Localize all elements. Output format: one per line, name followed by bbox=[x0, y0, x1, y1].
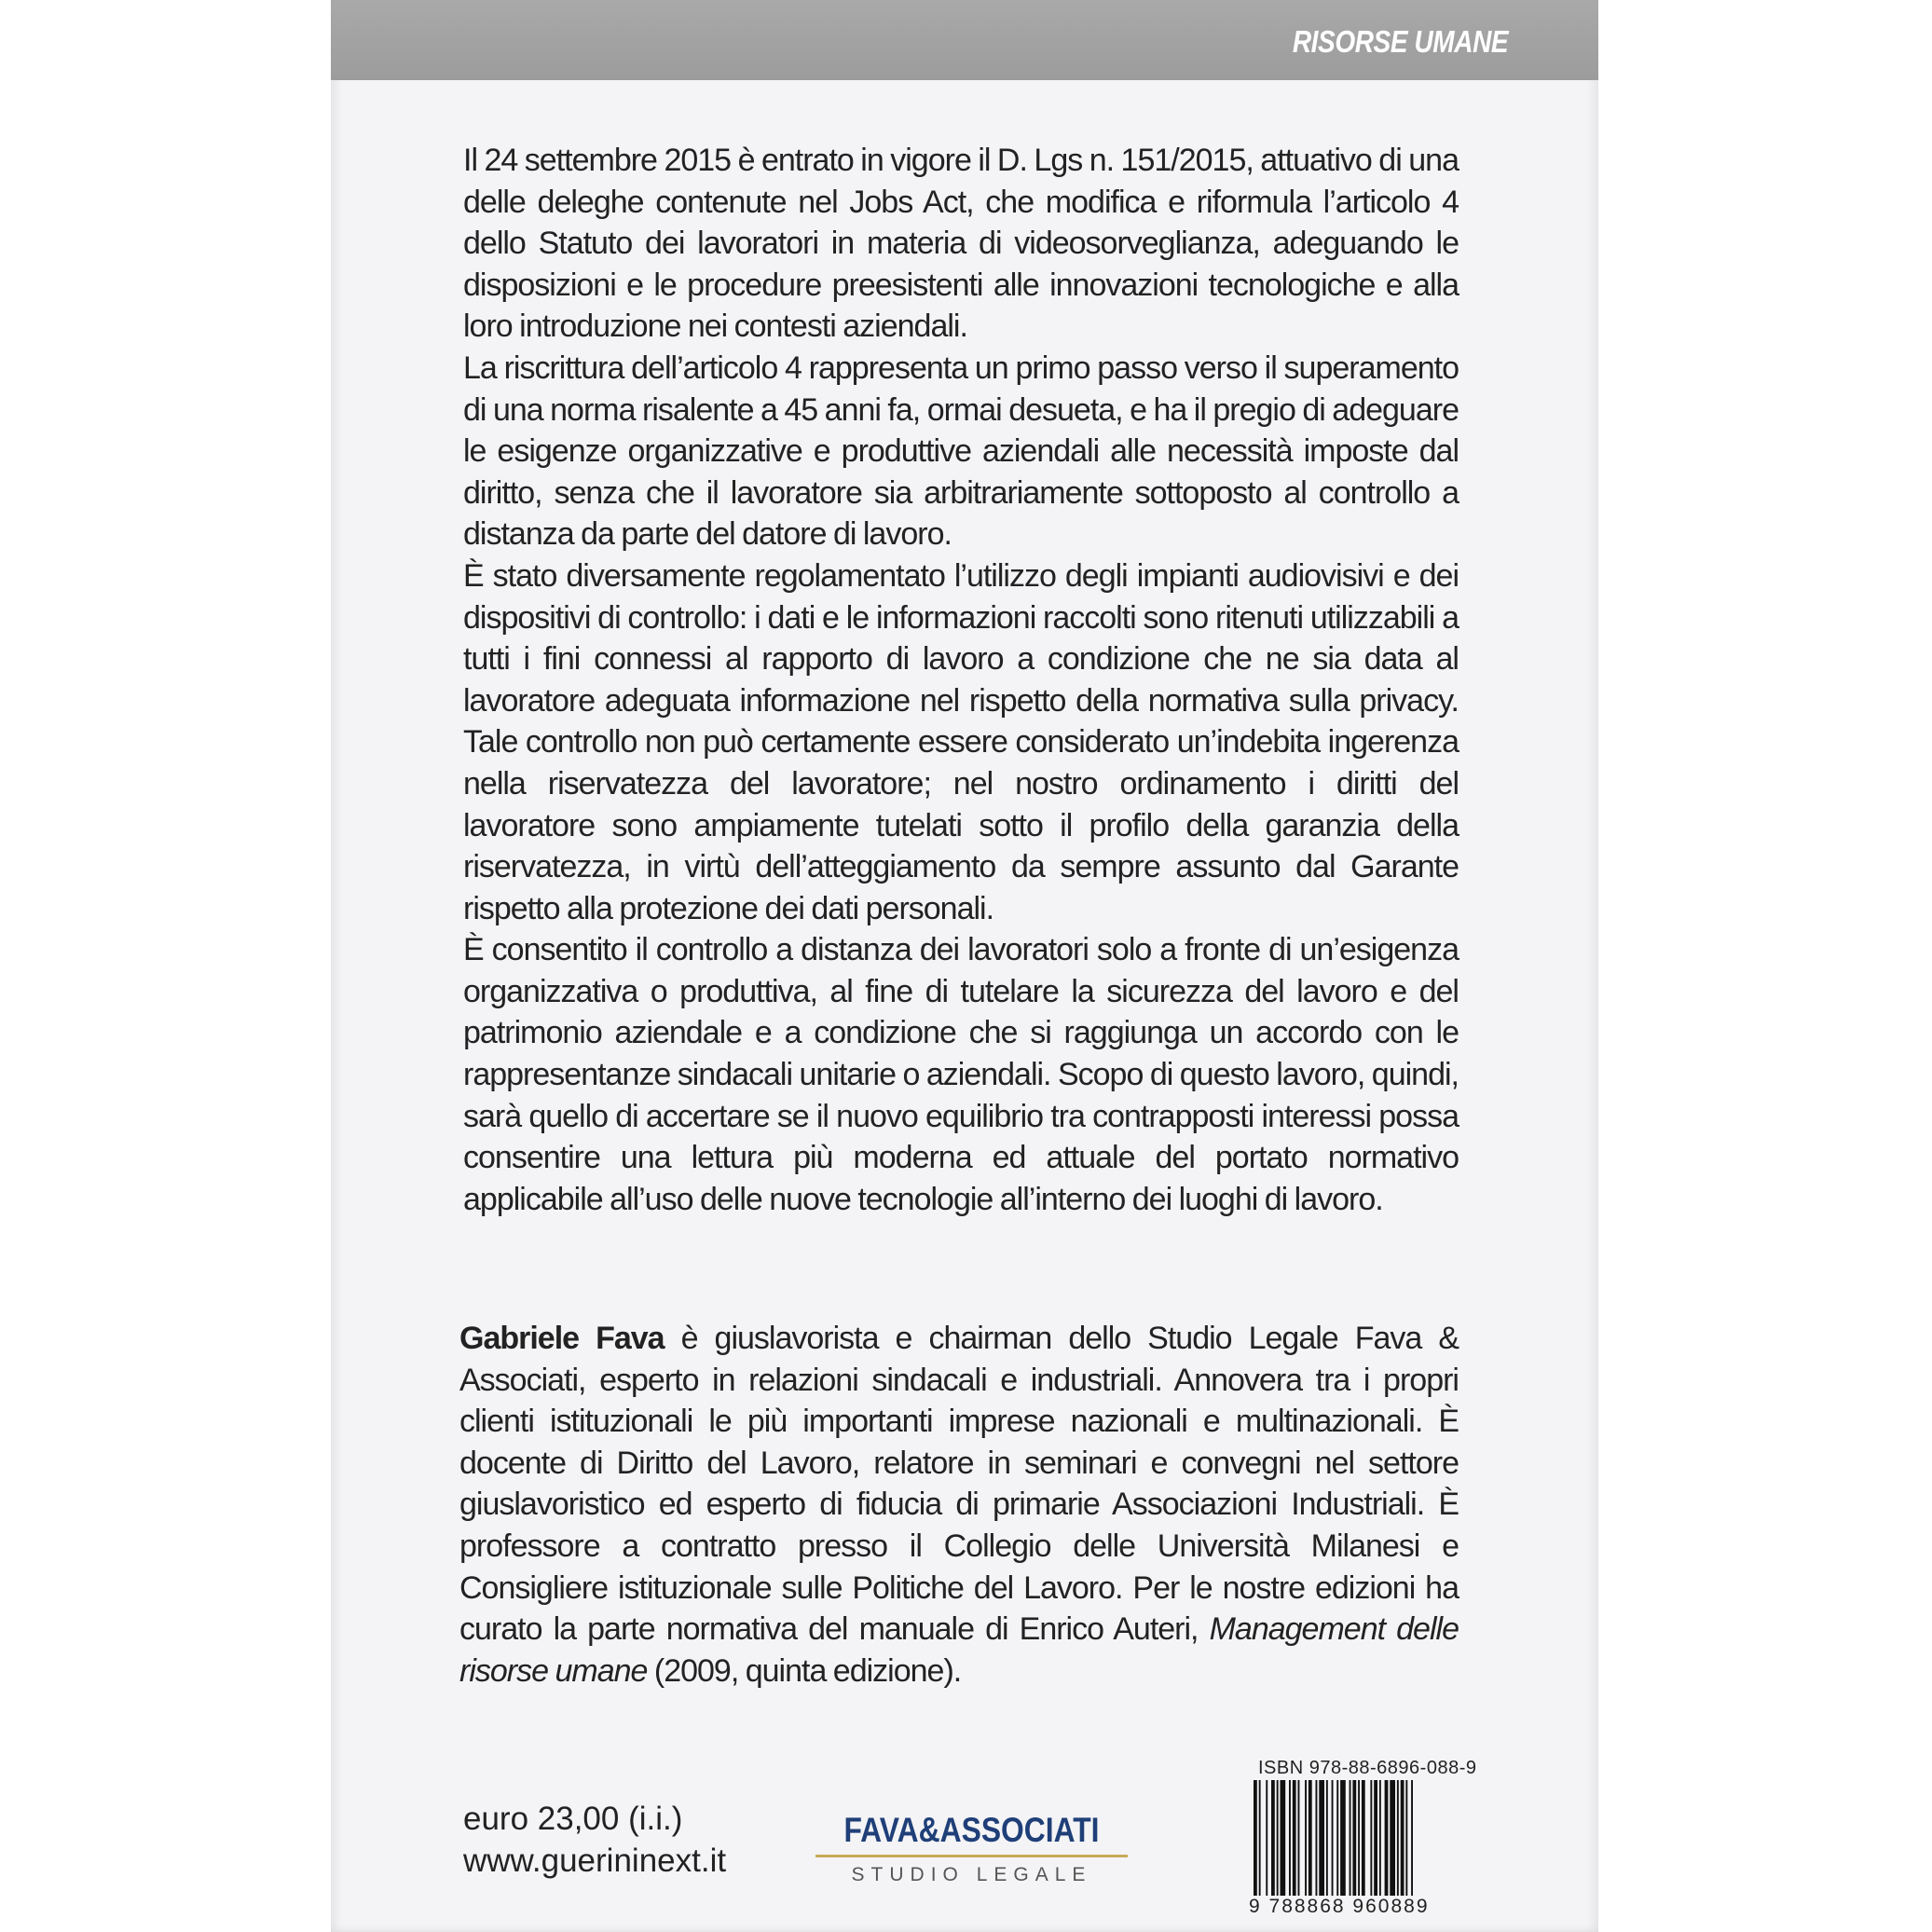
bio-text: è giuslavorista e chairman dello Studio Legale Fava & Associati, esperto in relazioni sindacali e industriali. Annovera tra i propri clienti istituzionali le più importanti imprese nazionali e multinazionali. È docente di Diritto del Lavoro, relatore in seminari e convegni nel settore giuslavoristico ed esperto di fiducia di primarie Associazioni Industriali. È professore a contratto presso il Collegio delle Università Milanesi e Consigliere istituzionale sulle Politiche del Lavoro. Per le nostre edizioni ha curato la parte normativa del manuale di Enrico Auteri, bbox=[459, 1321, 1459, 1648]
law-firm-logo: FAVA&ASSOCIATI bbox=[843, 1811, 1100, 1849]
barcode-digits: 9 788868 960889 bbox=[1245, 1896, 1433, 1918]
series-title: RISORSE UMANE bbox=[1292, 24, 1508, 59]
author-name: Gabriele Fava bbox=[459, 1321, 665, 1356]
price: euro 23,00 (i.i.) bbox=[463, 1801, 683, 1837]
isbn-label: ISBN 978-88-6896-088-9 bbox=[1258, 1758, 1477, 1778]
author-bio bbox=[459, 1318, 1459, 1692]
book-title: Management delle risorse umane bbox=[459, 1611, 1459, 1689]
blurb-paragraph: È stato diversamente regolamentato l’utilizzo degli impianti audiovisivi e dei dispositivi di controllo: i dati e le informazioni raccolti sono ritenuti utilizzabili a tutti i fini connessi al rapporto di lavoro a condizione che ne sia data al lavoratore adeguata informazione nel rispetto della normativa sulla privacy. Tale controllo non può certamente essere considerato un’indebita ingerenza nella riservatezza del lavoratore; nel nostro ordinamento i diritti del lavoratore sono ampiamente tutelati sotto il profilo della garanzia della riservatezza, in virtù dell’atteggiamento da sempre assunto dal Garante rispetto alla protezione dei dati personali. bbox=[463, 557, 1459, 926]
publisher-website[interactable]: www.guerininext.it bbox=[463, 1843, 727, 1879]
blurb-paragraph: La riscrittura dell’articolo 4 rappresenta un primo passo verso il superamento di una norma risalente a 45 anni fa, ormai desueta, e ha il pregio di adeguare le esigenze organizzative e produttive aziendali alle necessità imposte dal diritto, senza che il lavoratore sia arbitrariamente sottoposto al controllo a distanza da parte del datore di lavoro. bbox=[463, 349, 1459, 553]
blurb-text bbox=[463, 140, 1459, 1220]
barcode-icon bbox=[1254, 1780, 1459, 1901]
logo-subtitle: STUDIO LEGALE bbox=[851, 1864, 1092, 1885]
blurb-paragraph: Il 24 settembre 2015 è entrato in vigore il D. Lgs n. 151/2015, attuativo di una delle deleghe contenute nel Jobs Act, che modifica e riformula l’articolo 4 dello Statuto dei lavoratori in materia di videosorveglianza, adeguando le disposizioni e le procedure preesistenti alle innovazioni tecnologiche e alla loro introduzione nei contesti aziendali. bbox=[463, 143, 1459, 345]
blurb-paragraph: È consentito il controllo a distanza dei lavoratori solo a fronte di un’esigenza organizzativa o produttiva, al fine di tutelare la sicurezza del lavoro e del patrimonio aziendale e a condizione che si raggiunga un accordo con le rappresentanze sindacali unitarie o aziendali. Scopo di questo lavoro, quindi, sarà quello di accertare se il nuovo equilibrio tra contrapposti interessi possa consentire una lettura più moderna ed attuale del portato normativo applicabile all’uso delle nuove tecnologie all’interno dei luoghi di lavoro. bbox=[463, 932, 1459, 1217]
logo-divider bbox=[815, 1855, 1128, 1857]
bio-text-end: (2009, quinta edizione). bbox=[647, 1652, 962, 1689]
